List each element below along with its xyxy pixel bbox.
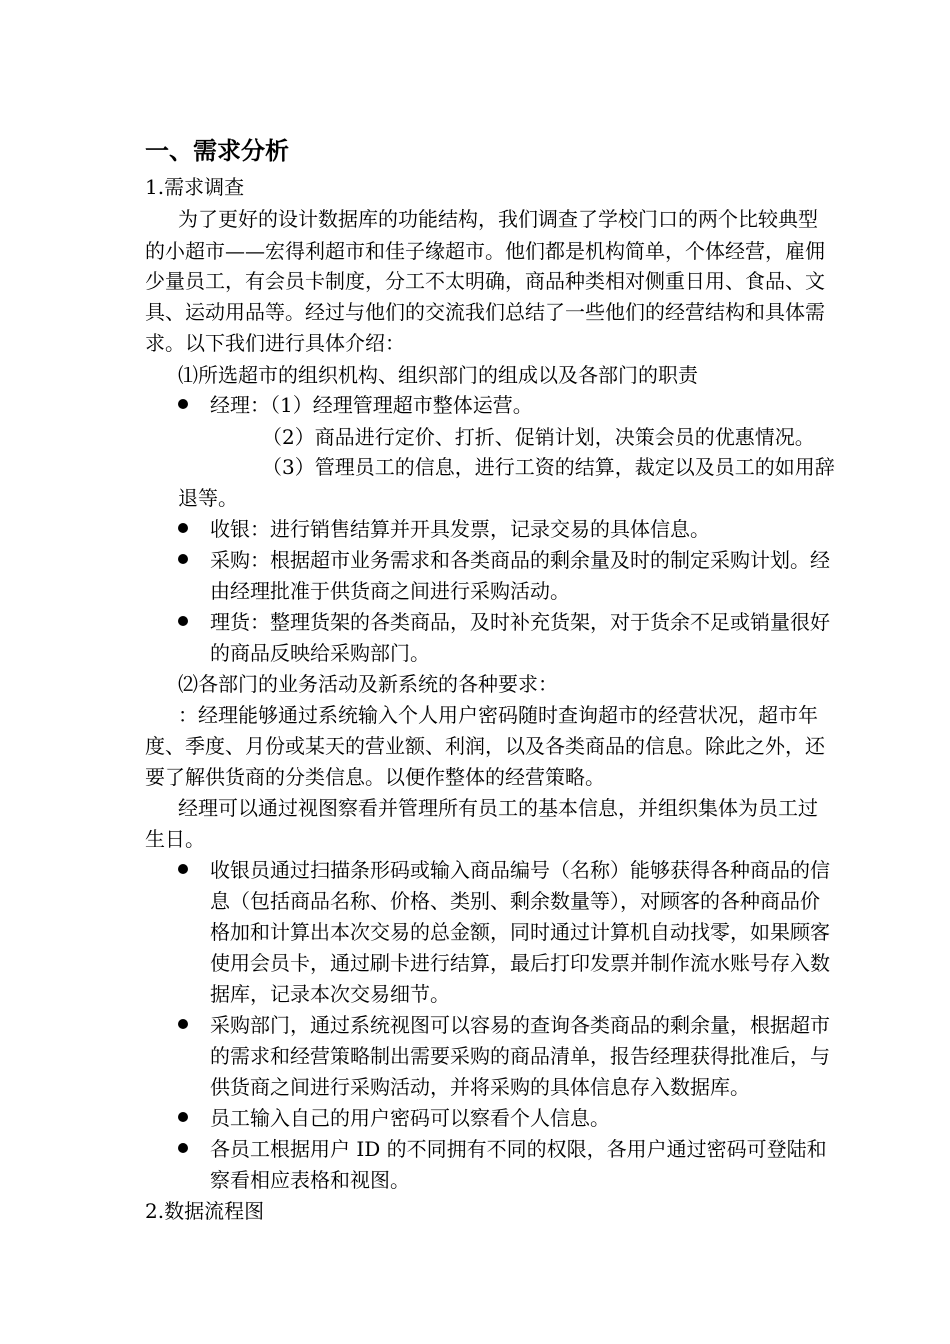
cashier-duty: 收银：进行销售结算并开具发票，记录交易的具体信息。 xyxy=(210,517,710,541)
bullet-icon xyxy=(178,523,188,533)
bullet-icon xyxy=(178,616,188,626)
subsection2-title: ⑵各部门的业务活动及新系统的各种要求： xyxy=(178,672,558,696)
intro-line-5: 求。以下我们进行具体介绍： xyxy=(145,331,405,355)
manager-req-line-2: 度、季度、月份或某天的营业额、利润，以及各类商品的信息。除此之外，还 xyxy=(145,734,825,758)
manager-line-4: 退等。 xyxy=(178,486,238,510)
section2-title: 2.数据流程图 xyxy=(145,1199,265,1223)
bullet-icon xyxy=(178,864,188,874)
bullet-icon xyxy=(178,1143,188,1153)
manager-view-line-2: 生日。 xyxy=(145,827,205,851)
cashier-req-line-4: 使用会员卡，通过刷卡进行结算，最后打印发票并制作流水账号存入数 xyxy=(210,951,830,975)
purchase-duty-line-2: 由经理批准于供货商之间进行采购活动。 xyxy=(210,579,570,603)
purchase-req-line-3: 供货商之间进行采购活动，并将采购的具体信息存入数据库。 xyxy=(210,1075,750,1099)
purchase-req-line-2: 的需求和经营策略制出需要采购的商品清单，报告经理获得批准后，与 xyxy=(210,1044,830,1068)
manager-line-1: 经理：（1）经理管理超市整体运营。 xyxy=(210,393,533,417)
manager-req-line-1: ：经理能够通过系统输入个人用户密码随时查询超市的经营状况，超市年 xyxy=(178,703,818,727)
employee-req: 员工输入自己的用户密码可以察看个人信息。 xyxy=(210,1106,610,1130)
permission-req-line-2: 察看相应表格和视图。 xyxy=(210,1168,410,1192)
stock-duty-line-2: 的商品反映给采购部门。 xyxy=(210,641,430,665)
intro-line-3: 少量员工，有会员卡制度，分工不太明确，商品种类相对侧重日用、食品、文 xyxy=(145,269,825,293)
section1-title: 1.需求调查 xyxy=(145,175,245,199)
cashier-req-line-1: 收银员通过扫描条形码或输入商品编号（名称）能够获得各种商品的信 xyxy=(210,858,830,882)
intro-line-4: 具、运动用品等。经过与他们的交流我们总结了一些他们的经营结构和具体需 xyxy=(145,300,825,324)
intro-line-1: 为了更好的设计数据库的功能结构，我们调查了学校门口的两个比较典型 xyxy=(178,207,818,231)
manager-req-line-3: 要了解供货商的分类信息。以便作整体的经营策略。 xyxy=(145,765,605,789)
cashier-req-line-2: 息（包括商品名称、价格、类别、剩余数量等），对顾客的各种商品价 xyxy=(210,889,820,913)
permission-req-line-1: 各员工根据用户 ID 的不同拥有不同的权限，各用户通过密码可登陆和 xyxy=(210,1137,827,1161)
purchase-req-line-1: 采购部门，通过系统视图可以容易的查询各类商品的剩余量，根据超市 xyxy=(210,1013,830,1037)
intro-line-2: 的小超市——宏得利超市和佳子缘超市。他们都是机构简单，个体经营，雇佣 xyxy=(145,239,825,263)
bullet-icon xyxy=(178,554,188,564)
section-heading: 一、需求分析 xyxy=(145,136,289,165)
manager-view-line-1: 经理可以通过视图察看并管理所有员工的基本信息，并组织集体为员工过 xyxy=(178,796,818,820)
bullet-icon xyxy=(178,399,188,409)
cashier-req-line-5: 据库，记录本次交易细节。 xyxy=(210,982,450,1006)
cashier-req-line-3: 格加和计算出本次交易的总金额，同时通过计算机自动找零，如果顾客 xyxy=(210,920,830,944)
manager-line-2: （2）商品进行定价、打折、促销计划，决策会员的优惠情况。 xyxy=(262,425,815,449)
bullet-icon xyxy=(178,1019,188,1029)
subsection1-title: ⑴所选超市的组织机构、组织部门的组成以及各部门的职责 xyxy=(178,363,698,387)
stock-duty-line-1: 理货：整理货架的各类商品，及时补充货架，对于货余不足或销量很好 xyxy=(210,610,830,634)
bullet-icon xyxy=(178,1112,188,1122)
purchase-duty-line-1: 采购：根据超市业务需求和各类商品的剩余量及时的制定采购计划。经 xyxy=(210,548,830,572)
manager-line-3: （3）管理员工的信息，进行工资的结算，裁定以及员工的如用辞 xyxy=(262,455,835,479)
